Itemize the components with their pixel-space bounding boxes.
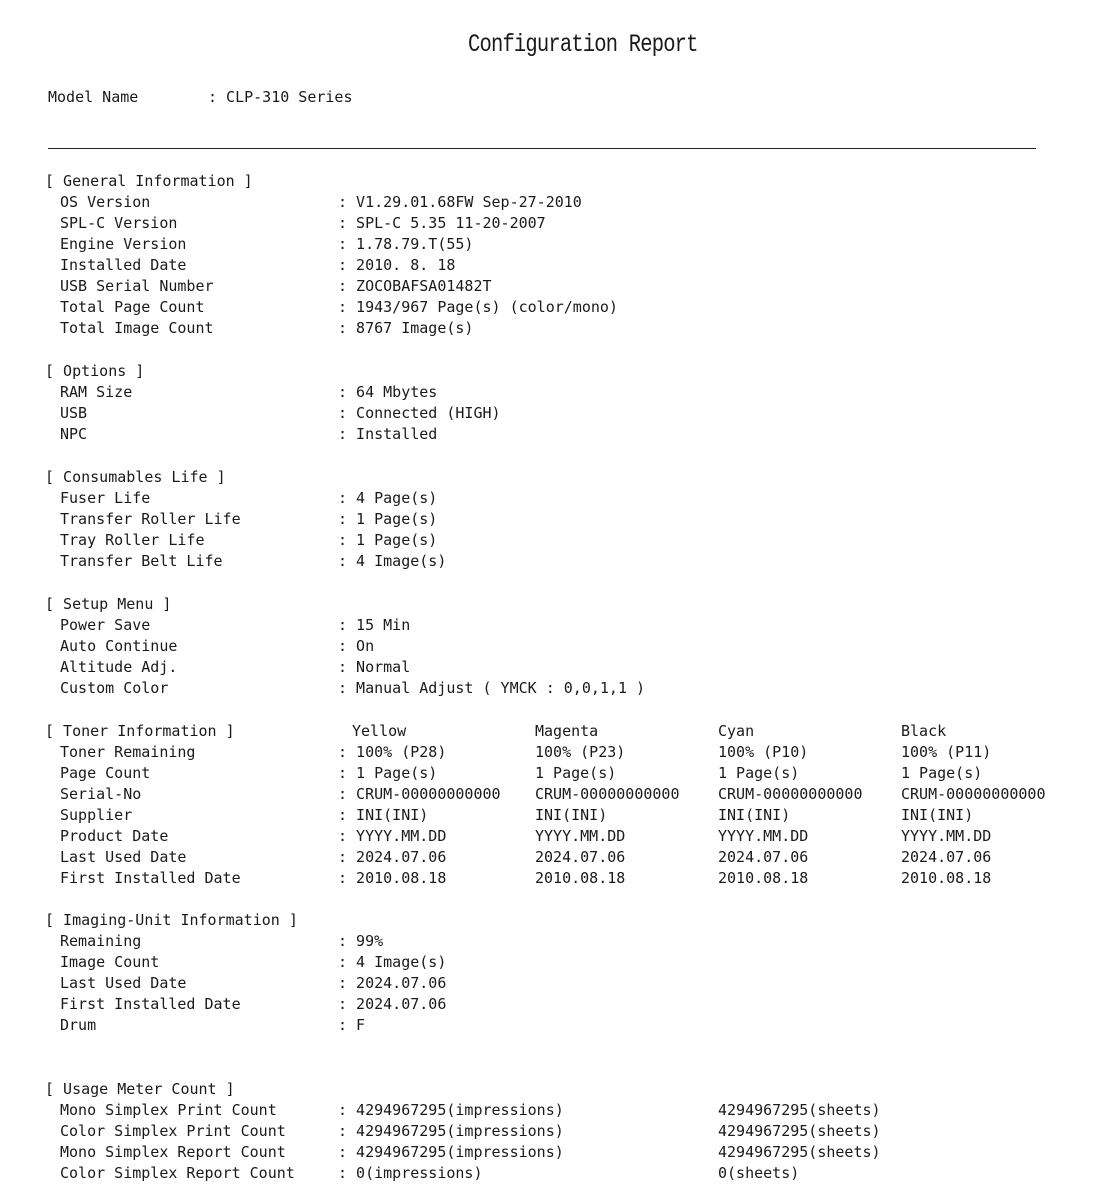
setup-row-label: Custom Color bbox=[60, 679, 169, 697]
imaging-header: [ Imaging-Unit Information ] bbox=[45, 911, 298, 929]
toner-cell-magenta: 2010.08.18 bbox=[535, 869, 626, 887]
usage-row-sheets: 4294967295(sheets) bbox=[718, 1122, 881, 1140]
imaging-row-label: First Installed Date bbox=[60, 995, 241, 1013]
options-row-label: RAM Size bbox=[60, 383, 133, 401]
toner-row-label: Product Date bbox=[60, 827, 169, 845]
toner-cell-yellow: : 2010.08.18 bbox=[338, 869, 447, 887]
usage-row-label: Mono Simplex Report Count bbox=[60, 1143, 286, 1161]
general-row-label: SPL-C Version bbox=[60, 214, 178, 232]
general-row-value: : 1943/967 Page(s) (color/mono) bbox=[338, 298, 618, 316]
setup-row-value: : Normal bbox=[338, 658, 411, 676]
setup-row-value: : Manual Adjust ( YMCK : 0,0,1,1 ) bbox=[338, 679, 646, 697]
toner-cell-cyan: 1 Page(s) bbox=[718, 764, 800, 782]
usage-row-label: Color Simplex Print Count bbox=[60, 1122, 286, 1140]
toner-cell-cyan: INI(INI) bbox=[718, 806, 791, 824]
consumables-header: [ Consumables Life ] bbox=[45, 468, 226, 486]
options-row-value: : Installed bbox=[338, 425, 438, 443]
imaging-row-value: : 2024.07.06 bbox=[338, 995, 447, 1013]
consumables-row-value: : 4 Image(s) bbox=[338, 552, 447, 570]
options-row-value: : Connected (HIGH) bbox=[338, 404, 501, 422]
toner-cell-black: YYYY.MM.DD bbox=[901, 827, 992, 845]
consumables-row-value: : 1 Page(s) bbox=[338, 531, 438, 549]
toner-cell-cyan: 2024.07.06 bbox=[718, 848, 809, 866]
toner-cell-magenta: YYYY.MM.DD bbox=[535, 827, 626, 845]
toner-row-label: Last Used Date bbox=[60, 848, 187, 866]
toner-cell-magenta: CRUM-00000000000 bbox=[535, 785, 680, 803]
general-row-label: Total Image Count bbox=[60, 319, 214, 337]
setup-row-label: Altitude Adj. bbox=[60, 658, 178, 676]
toner-col-magenta: Magenta bbox=[535, 722, 599, 740]
setup-row-value: : 15 Min bbox=[338, 616, 411, 634]
toner-cell-cyan: CRUM-00000000000 bbox=[718, 785, 863, 803]
toner-cell-cyan: 2010.08.18 bbox=[718, 869, 809, 887]
toner-col-cyan: Cyan bbox=[718, 722, 755, 740]
report-title: Configuration Report bbox=[468, 30, 698, 59]
setup-header: [ Setup Menu ] bbox=[45, 595, 172, 613]
imaging-row-label: Last Used Date bbox=[60, 974, 187, 992]
consumables-row-value: : 1 Page(s) bbox=[338, 510, 438, 528]
usage-header: [ Usage Meter Count ] bbox=[45, 1080, 235, 1098]
usage-row-impressions: : 0(impressions) bbox=[338, 1164, 483, 1182]
general-row-value: : 2010. 8. 18 bbox=[338, 256, 456, 274]
usage-row-impressions: : 4294967295(impressions) bbox=[338, 1143, 564, 1161]
usage-row-label: Color Simplex Report Count bbox=[60, 1164, 295, 1182]
general-row-label: USB Serial Number bbox=[60, 277, 214, 295]
consumables-row-label: Transfer Roller Life bbox=[60, 510, 241, 528]
imaging-row-label: Remaining bbox=[60, 932, 142, 950]
options-row-label: NPC bbox=[60, 425, 88, 443]
general-row-value: : 8767 Image(s) bbox=[338, 319, 474, 337]
general-row-label: OS Version bbox=[60, 193, 151, 211]
general-row-value: : 1.78.79.T(55) bbox=[338, 235, 474, 253]
toner-col-yellow: Yellow bbox=[352, 722, 407, 740]
toner-row-label: Toner Remaining bbox=[60, 743, 196, 761]
options-header: [ Options ] bbox=[45, 362, 145, 380]
usage-row-label: Mono Simplex Print Count bbox=[60, 1101, 277, 1119]
model-name-value: : CLP-310 Series bbox=[208, 88, 353, 106]
consumables-row-value: : 4 Page(s) bbox=[338, 489, 438, 507]
toner-cell-black: INI(INI) bbox=[901, 806, 974, 824]
general-row-label: Installed Date bbox=[60, 256, 187, 274]
options-row-label: USB bbox=[60, 404, 88, 422]
general-row-label: Total Page Count bbox=[60, 298, 205, 316]
usage-row-sheets: 4294967295(sheets) bbox=[718, 1101, 881, 1119]
model-name-label: Model Name bbox=[48, 88, 139, 106]
general-row-value: : ZOCOBAFSA01482T bbox=[338, 277, 492, 295]
imaging-row-value: : 99% bbox=[338, 932, 384, 950]
toner-cell-yellow: : 100% (P28) bbox=[338, 743, 447, 761]
toner-cell-yellow: : INI(INI) bbox=[338, 806, 429, 824]
setup-row-value: : On bbox=[338, 637, 375, 655]
setup-row-label: Power Save bbox=[60, 616, 151, 634]
toner-row-label: Page Count bbox=[60, 764, 151, 782]
imaging-row-value: : 2024.07.06 bbox=[338, 974, 447, 992]
toner-cell-magenta: 1 Page(s) bbox=[535, 764, 617, 782]
toner-cell-yellow: : CRUM-00000000000 bbox=[338, 785, 501, 803]
toner-cell-black: CRUM-00000000000 bbox=[901, 785, 1046, 803]
toner-header: [ Toner Information ] bbox=[45, 722, 235, 740]
toner-cell-cyan: 100% (P10) bbox=[718, 743, 809, 761]
usage-row-impressions: : 4294967295(impressions) bbox=[338, 1122, 564, 1140]
toner-row-label: First Installed Date bbox=[60, 869, 241, 887]
toner-cell-cyan: YYYY.MM.DD bbox=[718, 827, 809, 845]
toner-cell-magenta: INI(INI) bbox=[535, 806, 608, 824]
consumables-row-label: Tray Roller Life bbox=[60, 531, 205, 549]
imaging-row-value: : 4 Image(s) bbox=[338, 953, 447, 971]
imaging-row-label: Drum bbox=[60, 1016, 97, 1034]
toner-row-label: Serial-No bbox=[60, 785, 142, 803]
toner-cell-black: 100% (P11) bbox=[901, 743, 992, 761]
imaging-row-label: Image Count bbox=[60, 953, 160, 971]
general-row-value: : V1.29.01.68FW Sep-27-2010 bbox=[338, 193, 582, 211]
general-row-label: Engine Version bbox=[60, 235, 187, 253]
general-info-header: [ General Information ] bbox=[45, 172, 253, 190]
usage-row-sheets: 4294967295(sheets) bbox=[718, 1143, 881, 1161]
toner-cell-black: 1 Page(s) bbox=[901, 764, 983, 782]
toner-cell-yellow: : 2024.07.06 bbox=[338, 848, 447, 866]
toner-cell-black: 2010.08.18 bbox=[901, 869, 992, 887]
usage-row-sheets: 0(sheets) bbox=[718, 1164, 800, 1182]
options-row-value: : 64 Mbytes bbox=[338, 383, 438, 401]
toner-cell-magenta: 100% (P23) bbox=[535, 743, 626, 761]
toner-cell-black: 2024.07.06 bbox=[901, 848, 992, 866]
toner-cell-magenta: 2024.07.06 bbox=[535, 848, 626, 866]
toner-cell-yellow: : YYYY.MM.DD bbox=[338, 827, 447, 845]
toner-col-black: Black bbox=[901, 722, 947, 740]
consumables-row-label: Fuser Life bbox=[60, 489, 151, 507]
setup-row-label: Auto Continue bbox=[60, 637, 178, 655]
toner-row-label: Supplier bbox=[60, 806, 133, 824]
imaging-row-value: : F bbox=[338, 1016, 366, 1034]
toner-cell-yellow: : 1 Page(s) bbox=[338, 764, 438, 782]
header-divider bbox=[48, 148, 1036, 149]
usage-row-impressions: : 4294967295(impressions) bbox=[338, 1101, 564, 1119]
consumables-row-label: Transfer Belt Life bbox=[60, 552, 223, 570]
general-row-value: : SPL-C 5.35 11-20-2007 bbox=[338, 214, 546, 232]
